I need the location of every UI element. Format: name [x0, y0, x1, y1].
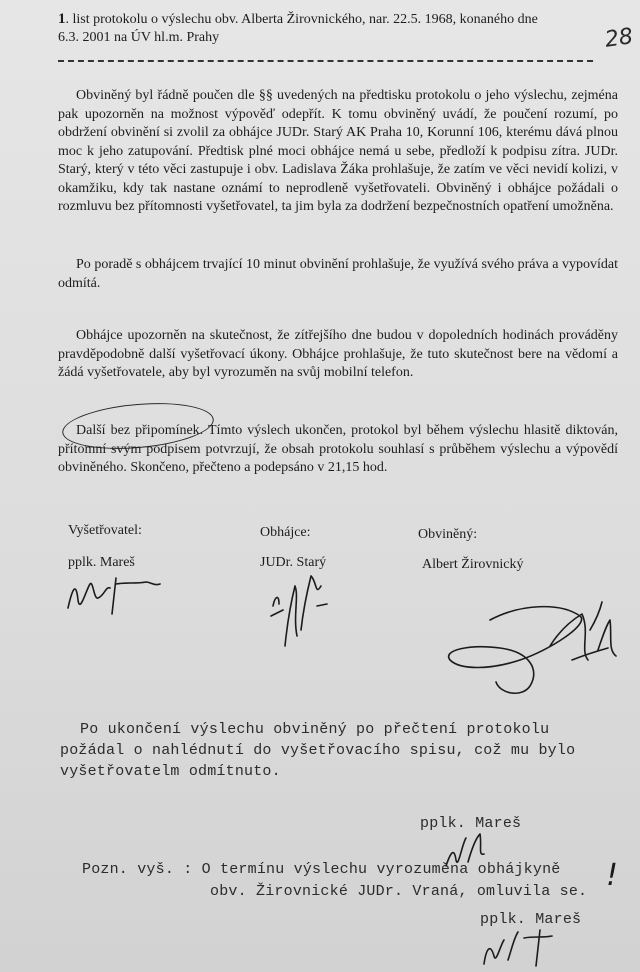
- accused-signature: [430, 590, 630, 700]
- investigator-name: pplk. Mareš: [68, 555, 135, 570]
- header-divider: [58, 60, 593, 62]
- accused-label: Obviněný:: [418, 527, 478, 542]
- accused-name: Albert Žirovnický: [422, 557, 524, 572]
- typed-note-line-1: Pozn. vyš. : O termínu výslechu vyrozuměna obhájkyně: [82, 861, 561, 878]
- header-line-1: . list protokolu o výslechu obv. Alberta Žirovnického, nar. 22.5. 1968, konaného dne: [65, 12, 538, 27]
- handwritten-page-number: 28: [603, 24, 635, 53]
- sheet-number: 1: [58, 11, 66, 27]
- typed-line-1: Po ukončení výslechu obviněný po přečtení protokolu: [80, 721, 550, 738]
- investigator-signature: [60, 570, 180, 620]
- protocol-header: [58, 10, 618, 47]
- typed-note-line-2: obv. Žirovnické JUDr. Vraná, omluvila se.: [210, 883, 588, 900]
- lawyer-name: JUDr. Starý: [260, 555, 327, 570]
- paragraph-consultation: Po poradě s obhájcem trvající 10 minut obvinění prohlašuje, že využívá svého práva a vypovídat odmítá.: [58, 257, 618, 291]
- paragraph-closing: Další bez připomínek. Tímto výslech ukončen, protokol byl během výslechu hlasitě diktován, přítomní svým podpisem potvrzují, že obsah protokolu souhlasí s průběhem výslechu a výpovědí obviněného. Skončeno, přečteno a podepsáno v 21,15 hod.: [58, 423, 618, 475]
- header-line-2: 6.3. 2001 na ÚV hl.m. Prahy: [58, 30, 220, 45]
- typed-sign-1: pplk. Mareš: [420, 815, 522, 832]
- lawyer-label: Obhájce:: [260, 525, 311, 540]
- typed-line-2: požádal o nahlédnutí do vyšetřovacího spisu, což mu bylo: [60, 742, 576, 759]
- typed-line-3: vyšetřovatelm odmítnuto.: [60, 763, 281, 780]
- paragraph-lawyer-notice: Obhájce upozorněn na skutečnost, že zítřejšího dne budou v dopoledních hodinách prováděny pravděpodobně další vyšetřovací úkony. Obhájce prohlašuje, že tuto skutečnost bere na vědomí a žádá vyšetřovatele, aby byl vyrozuměn na svůj mobilní telefon.: [58, 328, 618, 380]
- paragraph-instruction: Obviněný byl řádně poučen dle §§ uvedených na předtisku protokolu o jeho výslechu, zejména pak upozorněn na možnost výpověď odepřít. K tomu obviněný uvádí, že poučení rozumí, po obdržení obvinění si zvolil za obhájce JUDr. Starý AK Praha 10, Korunní 106, kterému dává plnou moc k jeho zatupování. Předtisk plné moci obhájce nemá u sebe, předloží k podpisu zítra. JUDr. Starý, který v této věci zastupuje i obv. Ladislava Žáka prohlašuje, že zatím ve věci nevidí kolizi, v okamžiku, kdy tak nastane oznámí to neprodleně vyšetřovateli. Obviněný i obhájce požádali o rozmluvu bez přítomnosti vyšetřovatel, ta jim byla za dodržení bezpečnostních opatření umožněna.: [58, 88, 618, 214]
- exclamation-mark: !: [606, 858, 619, 893]
- typed-sign-2: pplk. Mareš: [480, 911, 582, 928]
- investigator-signature-3: [478, 920, 578, 970]
- lawyer-signature: [265, 566, 345, 656]
- investigator-label: Vyšetřovatel:: [68, 523, 142, 538]
